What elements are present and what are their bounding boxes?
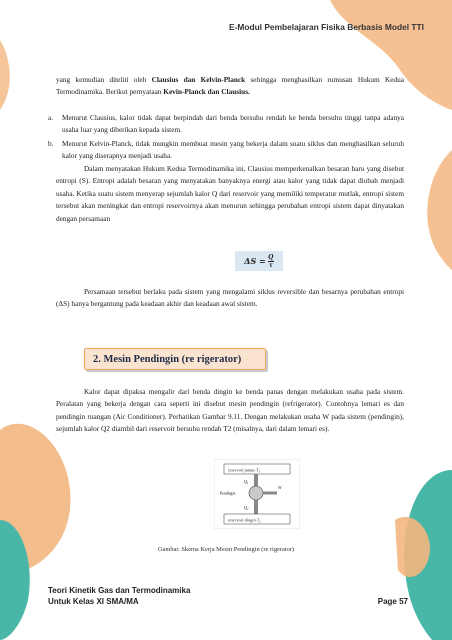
list-item [48, 112, 404, 137]
formula-numerator: Q [268, 253, 274, 261]
statement-clausius: Menurut Clausius, kalor tidak dapat berpindah dari benda bersuhu rendah ke benda bersuhu tinggi tanpa adanya usaha luar yang diberikan kepada sistem. [62, 113, 404, 135]
intro-names2-bold: Kevin-Planck dan Clausius. [163, 87, 250, 97]
list-marker: b. [48, 138, 54, 148]
formula-denominator: τ [268, 261, 273, 269]
cold-reservoir-label: reservoir dingin $T_2$ [228, 517, 261, 524]
section-title: 2. Mesin Pendingin (re rigerator) [93, 353, 242, 365]
formula-lhs: ΔS = [244, 256, 266, 266]
refrigerator-machine [249, 486, 263, 500]
page-footer [48, 585, 408, 607]
statement-kelvin-planck: Menurut Kelvin-Planck, tidak mungkin membuat mesin yang bekerja dalam suatu siklus dan menghasilkan seluruh kalor yang diserapnya menjadi usaha. [62, 138, 404, 161]
hot-reservoir-label: reservoir panas $T_1$ [228, 467, 260, 474]
law-statements-list [48, 112, 404, 164]
footer-subject: Teori Kinetik Gas dan Termodinamika [48, 586, 191, 595]
page-number: Page 57 [377, 597, 408, 606]
work-label: W [278, 485, 282, 490]
entropy-paragraph: Dalam menyatakan Hukum Kedua Termodinamika ini, Clausius memperkenalkan besaran baru yang disebut entropi (S). Entropi adalah besaran yang menyatakan banyaknya energi atau kalor yang tidak dapat diubah menjadi usaha. Ketika suatu sistem menyerap sejumlah kalor Q dari reservoir yang memiliki temperatur mutlak, entropi sistem tersebut akan meningkat dan entropi reservoirnya akan menurun sehingga perubahan entropi sistem dapat dinyatakan dengan persamaan [56, 164, 404, 223]
module-title: E-Modul Pembelajaran Fisika Berbasis Model TTI [228, 22, 424, 32]
intro-text-mid: sehingga menghasilkan rumusan Hukum Kedua Termodinamika. Berikut pernyataan [56, 75, 405, 97]
section-heading [84, 348, 266, 370]
entropy-formula [235, 251, 283, 271]
intro-names-bold: Clausius dan Kelvin-Planck [151, 75, 246, 84]
q2-flow [254, 500, 258, 514]
intro-text: yang kemudian diteliti oleh [56, 75, 152, 84]
q1-flow [254, 474, 258, 486]
q1-label: $Q_1$ [244, 479, 249, 486]
refrigerator-paragraph: Kalor dapat dipaksa mengalir dari benda dingin ke benda panas dengan melakukan usaha pada sistem. Peralatan yang bekerja dengan cara seperti ini disebut mesin pendingin (refrigerator). Contohnya lemari es dan pendingin ruangan (Air Conditioner). Perhatikan Gambar 9.11. Dengan melakukan usaha W pada sistem (pendingin), sejumlah kalor Q2 diambil dari reservoir bersuhu rendah T2 (misalnya, dari dalam lemari es). [56, 387, 404, 434]
list-item [48, 138, 404, 163]
reversible-paragraph: Persamaan tersebut berlaku pada sistem yang mengalami siklus reversible dan besarnya perubahan entropi (ΔS) hanya bergantung pada keadaan akhir dan keadaan awal sistem. [56, 287, 404, 309]
refrigerator-diagram [214, 459, 300, 529]
footer-class: Untuk Kelas XI SMA/MA [48, 597, 139, 606]
q2-label: $Q_2$ [244, 505, 249, 512]
intro-paragraph [56, 74, 404, 99]
list-marker: a. [48, 113, 54, 122]
formula-fraction [268, 254, 274, 269]
machine-label: Pendingin [220, 491, 236, 496]
work-flow [263, 492, 277, 495]
figure-caption: Gambar. Skema Kerja Mesin Pendingin (re rigerator) [157, 546, 295, 553]
